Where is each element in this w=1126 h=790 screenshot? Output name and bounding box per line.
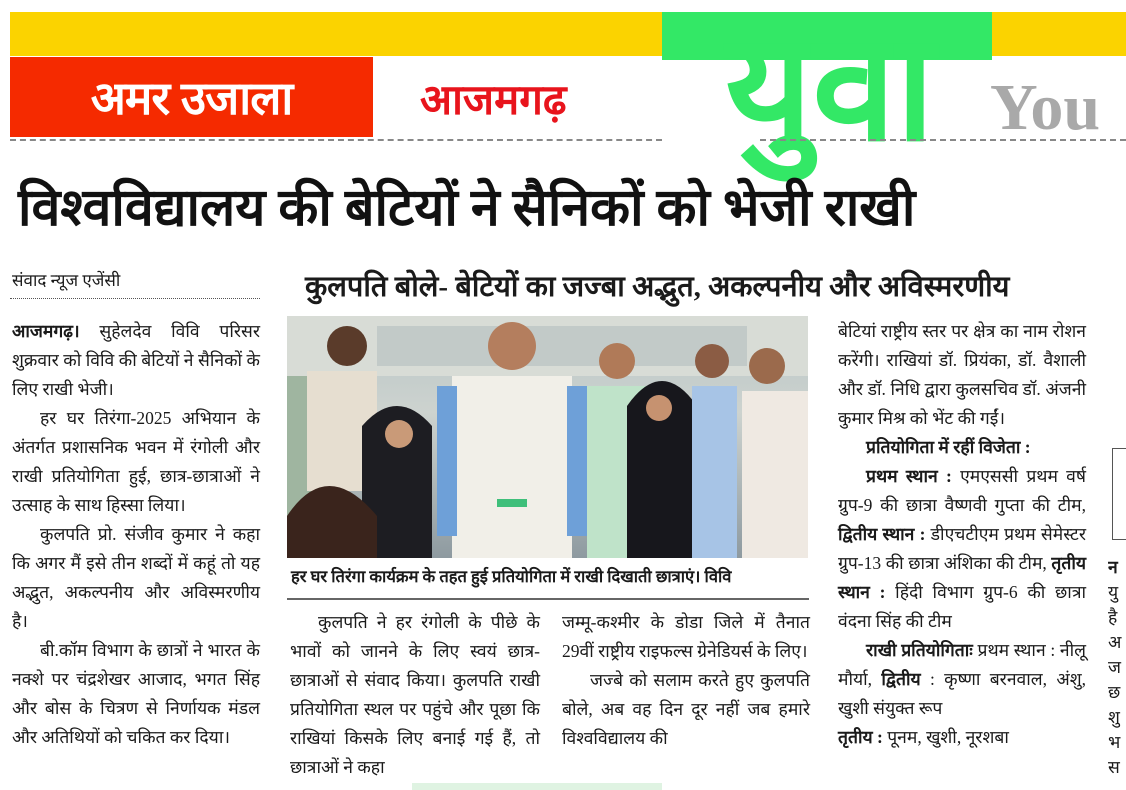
fragment: ज (1108, 657, 1121, 677)
headline: विश्वविद्यालय की बेटियों ने सैनिकों को भेजी राखी (18, 180, 916, 237)
text: हिंदी विभाग ग्रुप-6 की छात्रा वंदना सिंह की टीम (838, 582, 1087, 631)
label: प्रथम स्थान : (866, 466, 952, 486)
article-column-4 (838, 317, 1086, 752)
paragraph: सुहेलदेव विवि परिसर शुक्रवार को विवि की बेटियों ने सैनिकों के लिए राखी भेजी। (12, 321, 260, 399)
subheadline: कुलपति बोले- बेटियों का जज्बा अद्भुत, अकल्पनीय और अविस्मरणीय (305, 271, 1010, 303)
dashed-divider (760, 139, 1126, 141)
text: पूनम, खुशी, नूरशबा (887, 727, 1009, 747)
fragment: छ (1108, 682, 1121, 702)
paragraph: कुलपति प्रो. संजीव कुमार ने कहा कि अगर मैं इसे तीन शब्दों में कहूं तो यह अद्भुत, अकल्पनीय और अविस्मरणीय है। (12, 524, 260, 631)
fragment: यु (1108, 582, 1119, 602)
label: द्वितीय (881, 669, 921, 689)
text: : कृष्णा बरनवाल, अंशु, खुशी संयुक्त रूप (838, 669, 1087, 718)
caption-divider (287, 598, 809, 600)
fragment: न (1108, 557, 1118, 577)
edition-city: आजमगढ़ (420, 76, 567, 123)
label: तृतीय स्थान : (838, 553, 1087, 602)
section-title: युवा (725, 3, 935, 171)
label: द्वितीय स्थान : (838, 524, 926, 544)
byline-divider (10, 298, 260, 299)
dateline: आजमगढ़। (12, 321, 80, 341)
photo-illustration (287, 316, 808, 558)
photo-caption: हर घर तिरंगा कार्यक्रम के तहत हुई प्रतियोगिता में राखी दिखाती छात्राएं। विवि (291, 567, 732, 586)
news-photo (287, 316, 808, 558)
fragment: है (1108, 607, 1118, 627)
text: डीएचटीएम प्रथम सेमेस्टर ग्रुप-13 की छात्रा अंशिका की टीम, (838, 524, 1086, 573)
fragment: स (1108, 757, 1120, 777)
paragraph: कुलपति ने हर रंगोली के पीछे के भावों को जानने के लिए स्वयं छात्र-छात्राओं से संवाद किया। कुलपति राखी प्रतियोगिता स्थल पर पहुंचे और पूछा कि राखियां किसके लिए बनाई गई हैं, तो छात्राओं ने कहा (290, 612, 540, 777)
paragraph: जम्मू-कश्मीर के डोडा जिले में तैनात 29वीं राष्ट्रीय राइफल्स ग्रेनेडियर्स के लिए। (562, 612, 810, 661)
label: राखी प्रतियोगिताः (866, 640, 973, 660)
paragraph: बी.कॉम विभाग के छात्रों ने भारत के नक्शे पर चंद्रशेखर आजाद, भगत सिंह और बोस के चित्रण से निर्णायक मंडल और अतिथियों को चकित कर दिया। (12, 640, 260, 747)
text: एमएससी प्रथम वर्ष ग्रुप-9 की छात्रा वैष्णवी गुप्ता की टीम, (838, 466, 1087, 515)
bottom-strip (412, 783, 662, 790)
text: प्रथम स्थान : नीलू मौर्या, (838, 640, 1086, 689)
fragment: शु (1108, 707, 1120, 727)
winners-heading: प्रतियोगिता में रहीं विजेता : (866, 437, 1031, 457)
paragraph: जज्बे को सलाम करते हुए कुलपति बोले, अब वह दिन दूर नहीं जब हमारे विश्वविद्यालय की (562, 670, 810, 748)
byline: संवाद न्यूज एजेंसी (12, 271, 121, 290)
adjacent-article-fragment (1108, 555, 1126, 780)
adjacent-box (1112, 448, 1126, 540)
article-column-3 (562, 608, 810, 753)
article-column-2 (290, 608, 540, 782)
paragraph: बेटियां राष्ट्रीय स्तर पर क्षेत्र का नाम रोशन करेंगी। राखियां डॉ. प्रियंका, डॉ. वैशाली और डॉ. निधि द्वारा कुलसचिव डॉ. अंजनी कुमार मिश्र को भेंट की गईं। (838, 321, 1086, 428)
brand-logo (10, 57, 373, 137)
paragraph: हर घर तिरंगा-2025 अभियान के अंतर्गत प्रशासनिक भवन में रंगोली और राखी प्रतियोगिता हुई, छात्र-छात्राओं ने उत्साह के साथ हिस्सा लिया। (12, 408, 260, 515)
section-title-en: You (990, 71, 1101, 144)
dashed-divider (10, 139, 662, 141)
fragment: अ (1108, 632, 1122, 652)
fragment: भ (1108, 732, 1121, 752)
brand-name: अमर उजाला (90, 72, 293, 124)
article-column-1 (12, 317, 260, 752)
label: तृतीय : (838, 727, 883, 747)
